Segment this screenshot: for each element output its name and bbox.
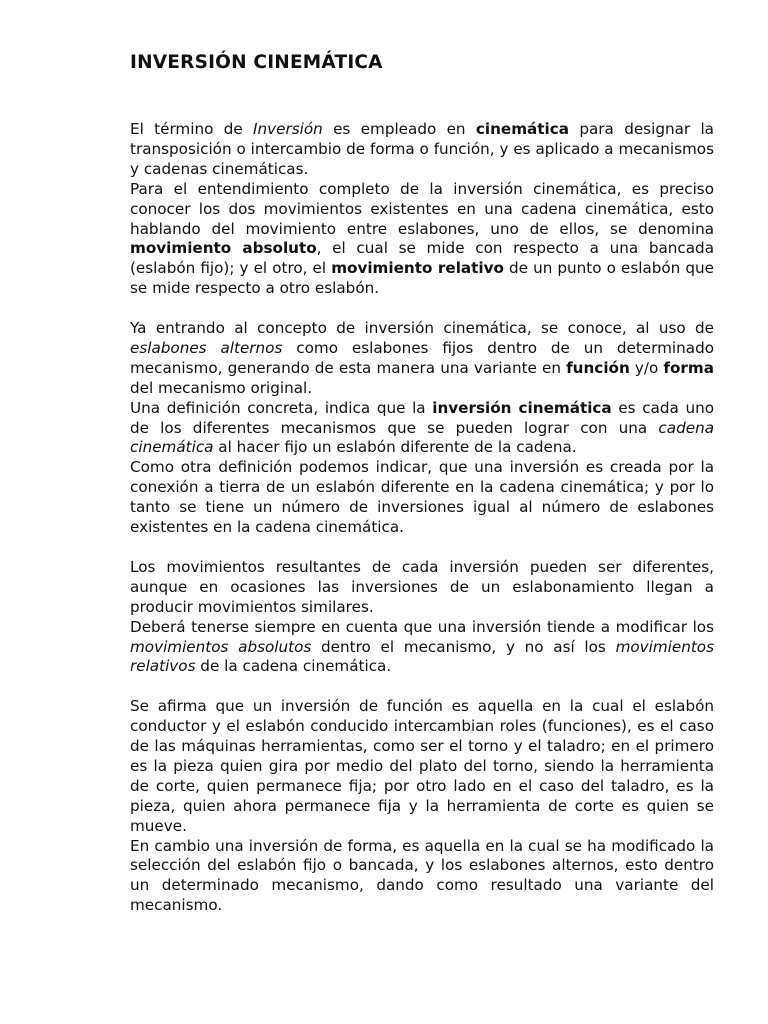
paragraph-text: es cada uno de los diferentes mecanismos que se pueden lograr con una <box>130 398 715 437</box>
bold-term: función <box>566 358 630 377</box>
body-paragraph <box>130 558 714 618</box>
bold-term: movimiento absoluto <box>130 239 317 258</box>
document-title: INVERSIÓN CINEMÁTICA <box>130 52 383 73</box>
bold-term: movimiento relativo <box>331 259 504 278</box>
paragraph-text: como eslabones fijos dentro de un determinado mecanismo, generando de esta manera una variante en <box>130 338 714 377</box>
italic-term: movimientos absolutos <box>130 637 312 656</box>
bold-term: cinemática <box>475 120 570 138</box>
italic-term: eslabones alternos <box>130 338 283 357</box>
paragraph-text: de la cadena cinemática. <box>195 657 392 676</box>
body-paragraph <box>130 697 714 836</box>
body-paragraph <box>130 399 714 459</box>
paragraph-text: Como otra definición podemos indicar, que una inversión es creada por la conexión a tierra de un eslabón diferente en la cadena cinemática; y por lo tanto se tiene un número de inversiones igual al número de eslabones existentes en la cadena cinemática. <box>130 458 714 537</box>
italic-term: Inversión <box>253 120 323 138</box>
paragraph-text: Se afirma que un inversión de función es aquella en la cual el eslabón conductor y el eslabón conducido intercambian roles (funciones), es el caso de las máquinas herramientas, como ser el torno y el taladro; en el primero es la pieza quien gira por medio del plato del torno, siendo la herramienta de corte, quien permanece fija; por otro lado en el caso del taladro, es la pieza, quien ahora permanece fija y la herramienta de corte es quien se mueve. <box>130 697 714 835</box>
paragraph-gap <box>130 299 714 319</box>
paragraph-gap <box>130 677 714 697</box>
paragraph-text: es empleado en <box>322 120 476 138</box>
paragraph-text: Deberá tenerse siempre en cuenta que una inversión tiende a modificar los <box>130 617 714 636</box>
body-paragraph <box>130 180 714 299</box>
paragraph-gap <box>130 538 714 558</box>
body-paragraph <box>130 618 714 678</box>
paragraph-text: Los movimientos resultantes de cada inversión pueden ser diferentes, aunque en ocasiones las inversiones de un eslabonamiento llegan a producir movimientos similares. <box>130 557 714 616</box>
paragraph-text: , el cual se mide con respecto a una bancada (eslabón fijo); y el otro, el <box>130 239 715 278</box>
body-paragraph <box>130 319 714 399</box>
body-paragraph <box>130 120 714 180</box>
paragraph-text: al hacer fijo un eslabón diferente de la cadena. <box>213 438 577 457</box>
paragraph-text: para designar la transposición o intercambio de forma o función, y es aplicado a mecanismos y cadenas cinemáticas. <box>130 120 714 178</box>
paragraph-text: dentro el mecanismo, y no así los <box>311 637 616 656</box>
paragraph-text: de un punto o eslabón que se mide respecto a otro eslabón. <box>130 259 714 298</box>
paragraph-text: del mecanismo original. <box>130 378 313 397</box>
paragraph-text: Para el entendimiento completo de la inversión cinemática, es preciso conocer los dos movimientos existentes en una cadena cinemática, esto hablando del movimiento entre eslabones, uno de ellos, se denomina <box>130 179 714 238</box>
paragraph-text: y/o <box>629 358 664 377</box>
paragraph-text: Ya entrando al concepto de inversión cinemática, se conoce, al uso de <box>130 319 714 338</box>
document-body <box>130 120 714 916</box>
bold-term: inversión cinemática <box>432 398 612 417</box>
paragraph-text: En cambio una inversión de forma, es aquella en la cual se ha modificado la selección del eslabón fijo o bancada, y los eslabones alternos, esto dentro un determinado mecanismo, dando como resultado una variante del mecanismo. <box>130 836 714 915</box>
italic-term: movimientos relativos <box>130 637 714 676</box>
italic-term: cadena cinemática <box>130 418 714 457</box>
document-page <box>130 50 714 916</box>
paragraph-text: El término de <box>130 120 254 138</box>
bold-term: forma <box>663 358 714 377</box>
body-paragraph <box>130 837 714 917</box>
body-paragraph <box>130 458 714 538</box>
paragraph-text: Una definición concreta, indica que la <box>130 398 433 417</box>
